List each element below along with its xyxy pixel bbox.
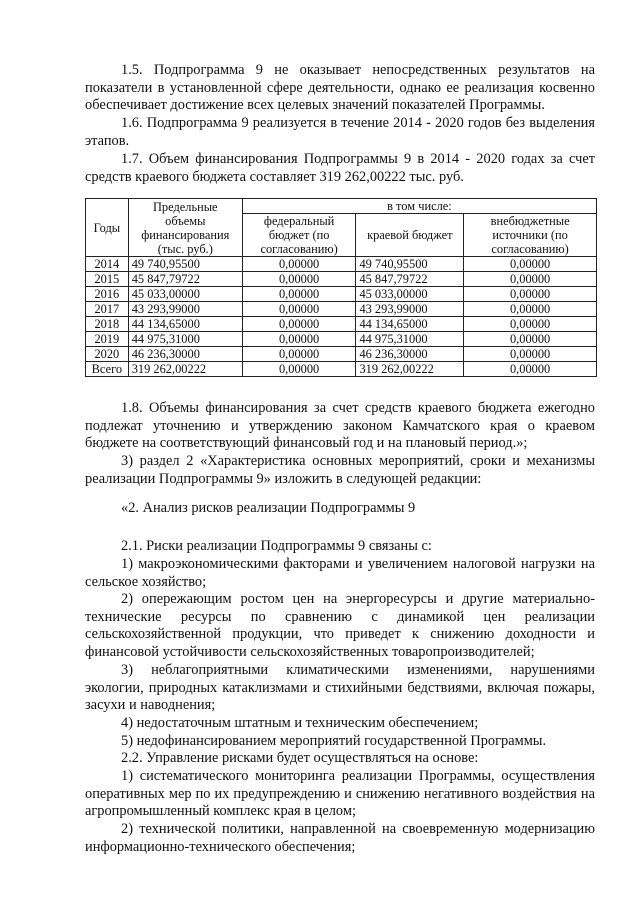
cell-extra: 0,00000 [464,257,597,272]
cell-regional: 46 236,30000 [356,347,464,362]
cell-extra: 0,00000 [464,287,597,302]
risk-item-3-text: 3) неблагоприятными климатическими изменениями, нарушениями экологии, природных катаклизмами и стихийными бедствиями, включая пожары, засухи и наводнения; [85,662,595,713]
section-heading-text: «2. Анализ рисков реализации Подпрограммы 9 [121,500,416,516]
header-year: Годы [86,199,129,257]
cell-extra: 0,00000 [464,317,597,332]
measure-item-2-text: 2) технической политики, направленной на своевременную модернизацию информационно-технического обеспечения; [85,821,595,855]
risk-item-5 [85,733,595,751]
cell-extra: 0,00000 [464,302,597,317]
cell-year: 2015 [86,272,129,287]
cell-extra: 0,00000 [464,362,597,377]
header-including: в том числе: [242,199,596,214]
cell-regional: 45 847,79722 [356,272,464,287]
table-row [86,287,597,302]
table-row-total [86,362,597,377]
cell-year: 2014 [86,257,129,272]
cell-federal: 0,00000 [242,287,356,302]
cell-year: 2016 [86,287,129,302]
cell-year: 2020 [86,347,129,362]
measure-item-1 [85,768,595,821]
cell-limit: 45 847,79722 [128,272,242,287]
table-row [86,257,597,272]
cell-limit: 44 975,31000 [128,332,242,347]
cell-regional: 319 262,00222 [356,362,464,377]
cell-limit: 45 033,00000 [128,287,242,302]
cell-year: 2017 [86,302,129,317]
cell-federal: 0,00000 [242,362,356,377]
paragraph-1-7 [85,151,595,186]
table-row [86,302,597,317]
cell-limit: 49 740,95500 [128,257,242,272]
paragraph-1-8 [85,400,595,453]
header-limit: Предельные объемы финансирования (тыс. руб.) [128,199,242,257]
cell-limit: 46 236,30000 [128,347,242,362]
cell-limit: 319 262,00222 [128,362,242,377]
table-row [86,272,597,287]
risk-item-2-text: 2) опережающим ростом цен на энергоресурсы и другие материально-технические ресурсы по сравнению с динамикой цен реализации сельскохозяйственной продукции, что приведет к снижению доходности и финансовой устойчивости сельскохозяйственных товаропроизводителей; [85,591,595,660]
cell-federal: 0,00000 [242,317,356,332]
cell-federal: 0,00000 [242,257,356,272]
cell-federal: 0,00000 [242,347,356,362]
cell-year: 2019 [86,332,129,347]
cell-regional: 45 033,00000 [356,287,464,302]
risk-item-4 [85,715,595,733]
cell-extra: 0,00000 [464,347,597,362]
cell-regional: 43 293,99000 [356,302,464,317]
cell-regional: 49 740,95500 [356,257,464,272]
paragraph-1-6 [85,115,595,150]
paragraph-2-1-text: 2.1. Риски реализации Подпрограммы 9 связаны с: [121,538,432,554]
risk-item-2 [85,591,595,661]
cell-extra: 0,00000 [464,332,597,347]
cell-federal: 0,00000 [242,332,356,347]
paragraph-1-6-text: 1.6. Подпрограмма 9 реализуется в течение 2014 - 2020 годов без выделения этапов. [85,115,595,149]
paragraph-1-8-text: 1.8. Объемы финансирования за счет средств краевого бюджета ежегодно подлежат уточнению и утверждению законом Камчатского края о краевом бюджете на соответствующий финансовый год и на плановый период.»; [85,400,595,451]
table-row [86,332,597,347]
paragraph-1-5-text: 1.5. Подпрограмма 9 не оказывает непосредственных результатов на показатели в установленной сфере деятельности, однако ее реализация косвенно обеспечивает достижение всех целевых значений показателей Программы. [85,62,595,113]
cell-federal: 0,00000 [242,302,356,317]
paragraph-item-3-text: 3) раздел 2 «Характеристика основных мероприятий, сроки и механизмы реализации Подпрограммы 9» изложить в следующей редакции: [85,453,595,487]
paragraph-2-2 [85,750,595,768]
cell-limit: 44 134,65000 [128,317,242,332]
header-regional: краевой бюджет [356,214,464,257]
risk-item-5-text: 5) недофинансированием мероприятий государственной Программы. [121,733,547,749]
cell-federal: 0,00000 [242,272,356,287]
cell-year: Всего [86,362,129,377]
paragraph-2-1 [85,538,595,556]
paragraph-1-7-text: 1.7. Объем финансирования Подпрограммы 9 в 2014 - 2020 годах за счет средств краевого бюджета составляет 319 262,00222 тыс. руб. [85,151,595,185]
cell-regional: 44 134,65000 [356,317,464,332]
measure-item-1-text: 1) систематического мониторинга реализации Программы, осуществления оперативных мер по их предупреждению и снижению негативного воздействия на агропромышленный комплекс края в целом; [85,768,595,819]
cell-year: 2018 [86,317,129,332]
risk-item-1 [85,556,595,591]
financing-table [85,198,597,377]
risk-item-1-text: 1) макроэкономическими факторами и увеличением налоговой нагрузки на сельское хозяйство; [85,556,595,590]
paragraph-1-5 [85,62,595,115]
cell-extra: 0,00000 [464,272,597,287]
table-row [86,347,597,362]
section-heading [85,500,595,518]
cell-limit: 43 293,99000 [128,302,242,317]
measure-item-2 [85,821,595,856]
cell-regional: 44 975,31000 [356,332,464,347]
risk-item-4-text: 4) недостаточным штатным и техническим обеспечением; [121,715,479,731]
table-row [86,317,597,332]
risk-item-3 [85,662,595,715]
paragraph-2-2-text: 2.2. Управление рисками будет осуществляться на основе: [121,750,479,766]
header-federal: федеральный бюджет (по согласованию) [242,214,356,257]
header-extra: внебюджетные источники (по согласованию) [464,214,597,257]
paragraph-item-3 [85,453,595,488]
